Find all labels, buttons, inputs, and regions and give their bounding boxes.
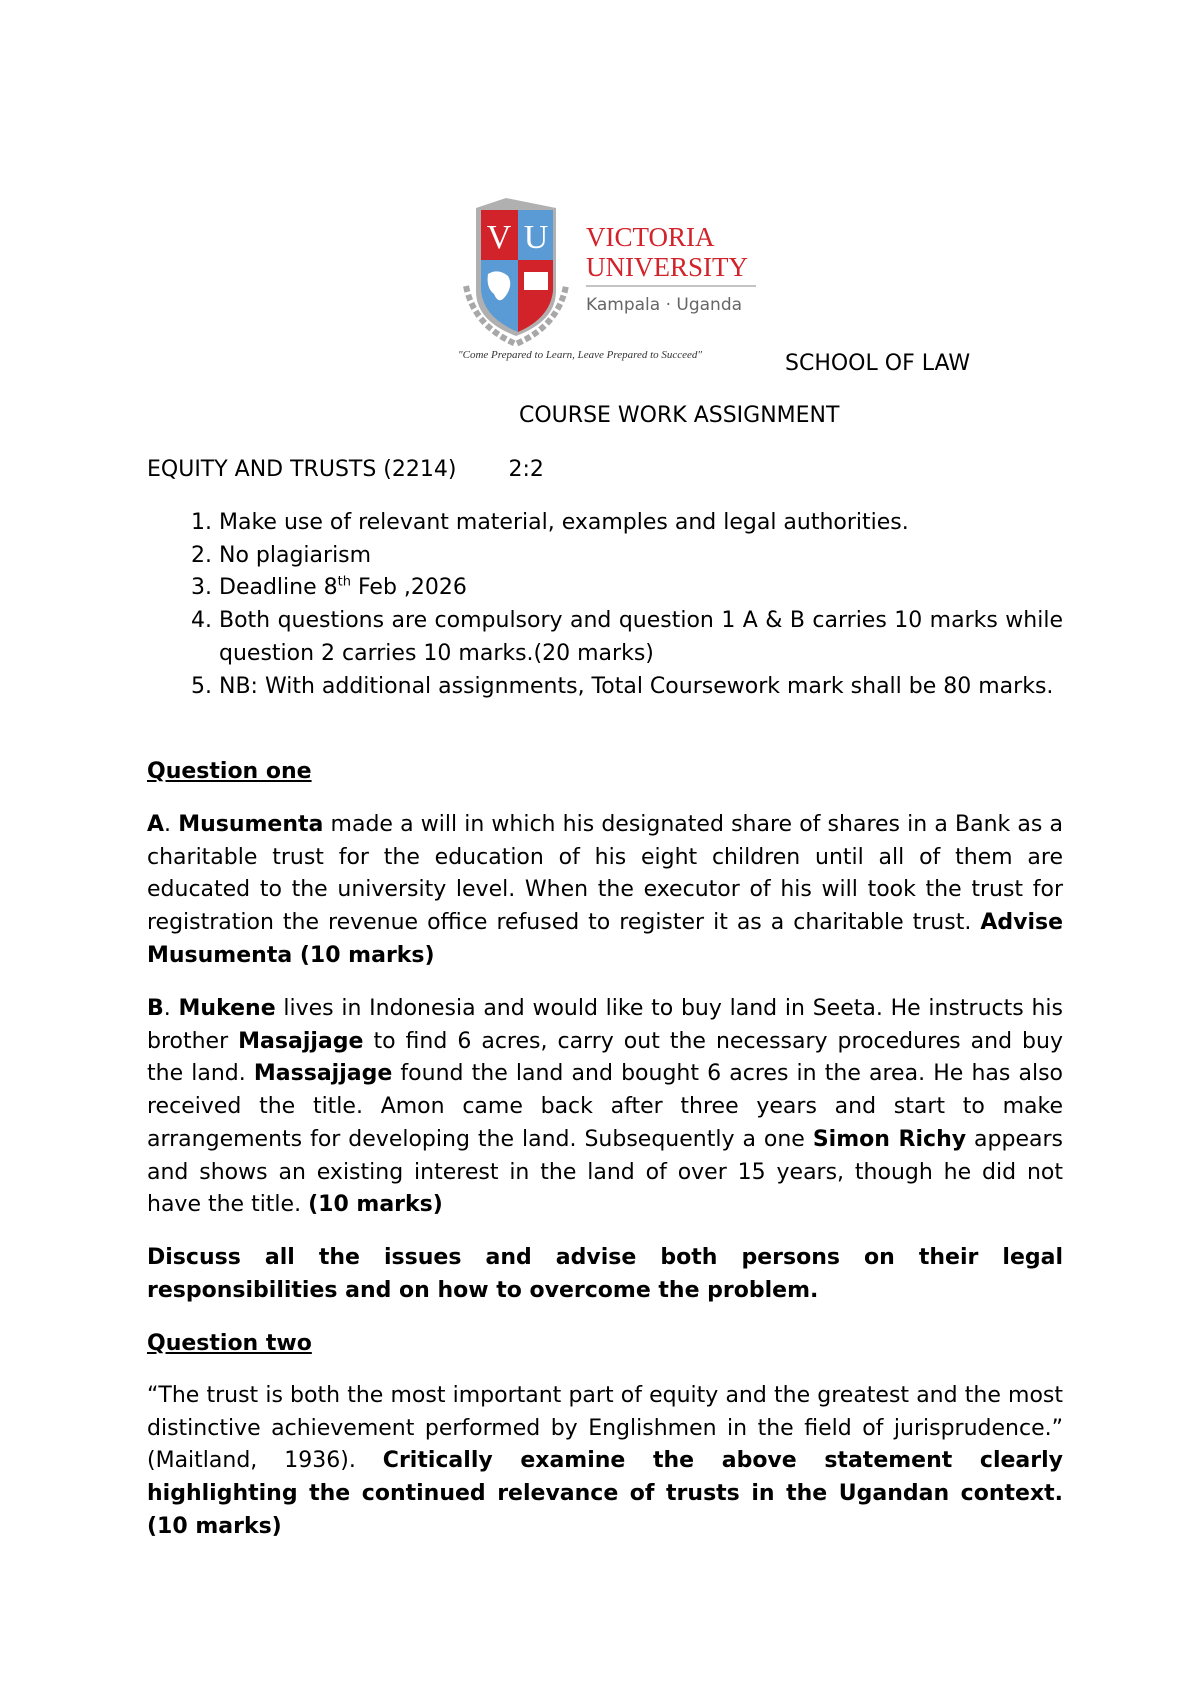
- instructions-list: [147, 507, 1063, 703]
- svg-text:VICTORIA: VICTORIA: [586, 222, 715, 252]
- victoria-university-logo: [456, 196, 766, 362]
- assignment-title: COURSE WORK ASSIGNMENT: [519, 403, 840, 428]
- school-name: SCHOOL OF LAW: [785, 351, 971, 376]
- svg-text:U: U: [523, 219, 549, 256]
- svg-text:"Come Prepared to Learn, Leave: "Come Prepared to Learn, Leave Prepared to Succeed": [458, 349, 703, 361]
- instruction-item: 5. NB: With additional assignments, Total Coursework mark shall be 80 marks.: [219, 671, 1063, 704]
- question-1b: B. Mukene lives in Indonesia and would like to buy land in Seeta. He instructs his brother Masajjage to find 6 acres, carry out the necessary procedures and buy the land. Massajjage found the land and bought 6 acres in the area. He has also received the title. Amon came back after three years and start to make arrangements for developing the land. Subsequently a one Simon Richy appears and shows an existing interest in the land of over 15 years, though he did not have the title. (10 marks): [147, 996, 1063, 1218]
- instruction-item: 3. Deadline 8th Feb ,2026: [219, 572, 1063, 605]
- question-one-heading: Question one: [147, 759, 312, 784]
- question-2: “The trust is both the most important part of equity and the greatest and the most distinctive achievement performed by Englishmen in the field of jurisprudence.” (Maitland, 1936). Critically examine the above statement clearly highlighting the continued relevance of trusts in the Ugandan context. (10 marks): [147, 1383, 1063, 1539]
- question-two-heading: Question two: [147, 1331, 312, 1356]
- course-name: EQUITY AND TRUSTS (2214): [147, 457, 457, 482]
- svg-text:V: V: [486, 219, 512, 256]
- discuss-instruction: Discuss all the issues and advise both persons on their legal responsibilities and on how to overcome the problem.: [147, 1245, 1063, 1303]
- instruction-item: 1. Make use of relevant material, examples and legal authorities.: [219, 507, 1063, 540]
- instruction-item: 4. Both questions are compulsory and question 1 A & B carries 10 marks while question 2 carries 10 marks.(20 marks): [219, 605, 1063, 670]
- course-code: 2:2: [508, 457, 544, 482]
- question-1a: A. Musumenta made a will in which his designated share of shares in a Bank as a charitable trust for the education of his eight children until all of them are educated to the university level. When the executor of his will took the trust for registration the revenue office refused to register it as a charitable trust. Advise Musumenta (10 marks): [147, 812, 1063, 968]
- instruction-item: 2. No plagiarism: [219, 540, 1063, 573]
- course-line: [147, 454, 1063, 487]
- svg-text:UNIVERSITY: UNIVERSITY: [586, 252, 748, 282]
- svg-text:Kampala · Uganda: Kampala · Uganda: [586, 295, 743, 315]
